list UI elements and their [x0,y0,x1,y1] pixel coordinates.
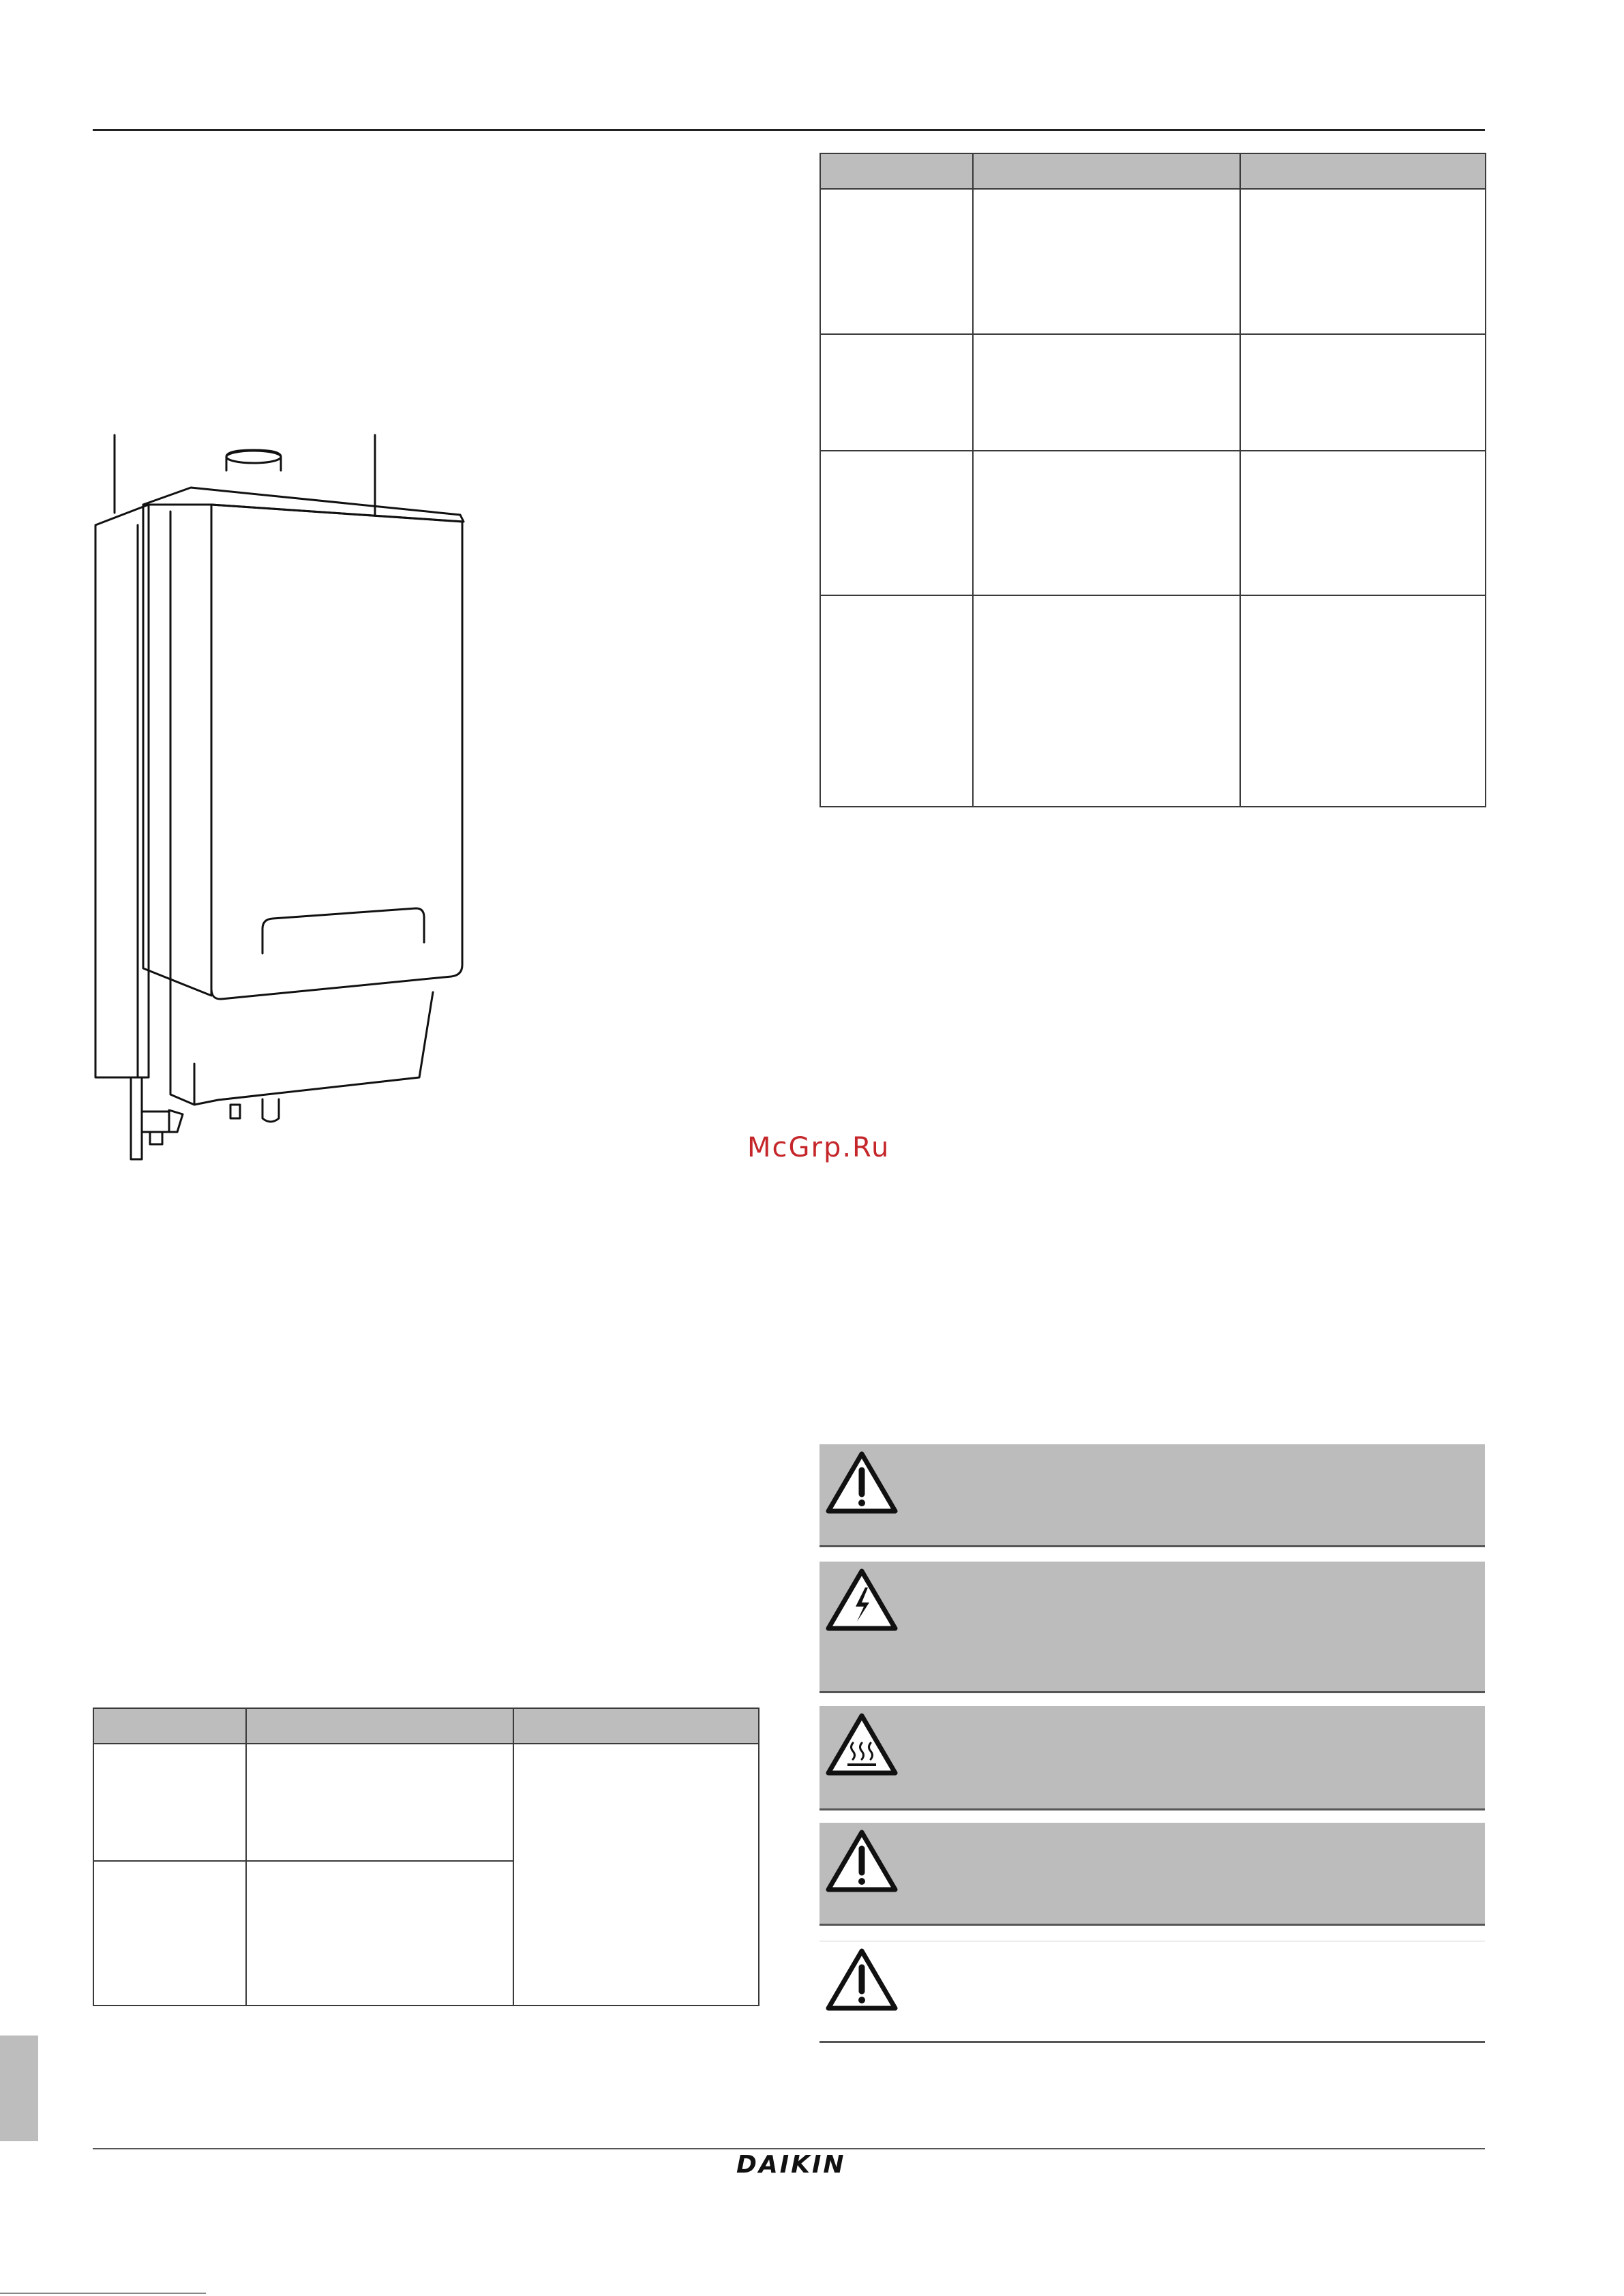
language-side-tab [0,2036,38,2141]
table-row [820,451,1486,595]
warning-triangle-icon [824,1828,899,1894]
table-header-row [93,1708,759,1744]
header-rule [93,129,1485,131]
safety-note-hot-surface [819,1706,1485,1810]
table-row [820,595,1486,807]
safety-note-caution [819,1823,1485,1926]
table-row [820,189,1486,334]
daikin-logo: DAIKIN [736,2151,846,2179]
spec-table-top [819,153,1486,807]
safety-note-notice [819,1941,1485,2043]
table-row [93,1744,759,1861]
footer-rule [93,2148,1485,2149]
warning-triangle-icon [824,1947,899,2012]
watermark-text: McGrp.Ru [747,1132,890,1163]
boiler-illustration [75,423,484,1173]
table-row [820,334,1486,451]
safety-note-electrical [819,1562,1485,1693]
spec-table-bottom [93,1708,760,2006]
electrical-hazard-icon [824,1567,899,1632]
bottom-edge-line [0,2293,206,2294]
table-header-row [820,153,1486,189]
hot-surface-icon [824,1712,899,1777]
warning-triangle-icon [824,1450,899,1515]
safety-note-warning [819,1444,1485,1547]
